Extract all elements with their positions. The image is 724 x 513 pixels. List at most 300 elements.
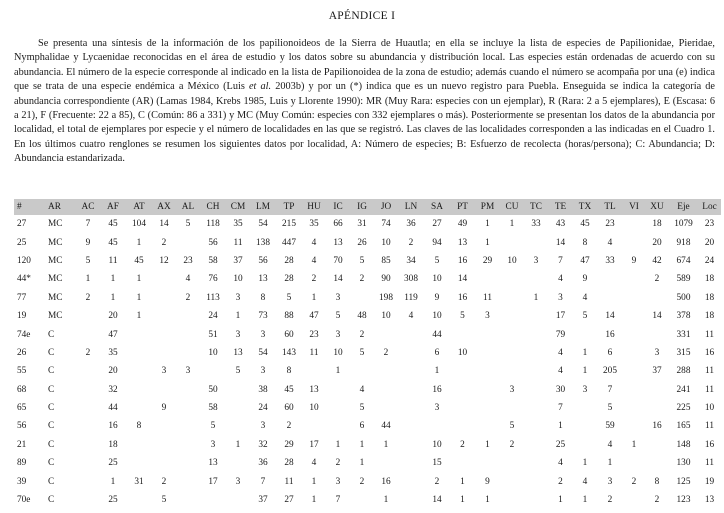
table-cell: 30 [555,384,566,395]
table-cell: 35 [233,219,243,230]
table-cell: 18 [704,274,715,285]
table-cell: 225 [676,403,691,414]
table-cell: 3 [235,476,241,487]
table-cell: 1 [582,366,588,377]
column-header: AF [107,202,119,212]
table-cell: 16 [704,347,715,358]
table-cell: 2 [185,292,191,303]
table-cell [475,417,500,435]
table-cell: 3 [654,347,660,358]
table-cell: 17 [208,476,218,487]
table-cell: 1 [485,439,490,450]
table-cell: 34 [406,255,416,266]
table-cell: 39 [17,476,27,487]
table-cell: 3 [509,384,515,395]
table-cell: 23 [605,219,615,230]
table-cell: 3 [582,384,588,395]
table-cell: 36 [258,458,268,469]
table-cell [76,454,100,472]
table-cell [623,289,645,307]
table-cell: 16 [108,421,118,432]
column-header: JO [380,202,392,212]
table-cell [326,381,350,399]
table-cell: 1 [359,458,365,469]
table-cell [226,381,250,399]
table-cell: 5 [286,292,292,303]
table-cell [623,270,645,288]
table-cell: 1 [582,458,588,469]
table-cell [623,233,645,251]
column-header: CU [505,202,519,212]
table-cell: 89 [17,458,27,469]
table-cell [152,270,176,288]
table-cell [176,233,200,251]
table-cell [152,381,176,399]
table-cell: 1 [311,476,317,487]
table-cell: 5 [161,495,167,506]
table-cell: 5 [607,403,613,414]
table-cell: 4 [582,476,588,487]
table-cell: 3 [335,292,341,303]
table-cell: 331 [676,329,691,340]
table-cell: 2 [85,347,91,358]
table-cell: 1 [558,421,563,432]
table-cell: 2 [607,495,613,506]
table-cell: 3 [260,421,266,432]
table-cell: 79 [555,329,566,340]
table-cell [152,417,176,435]
table-cell: C [48,439,55,450]
table-cell: 1 [311,292,317,303]
table-cell: 4 [311,458,317,469]
table-cell: 2 [654,274,660,285]
table-cell [176,344,200,362]
table-cell: 24 [258,403,268,414]
table-cell: 1 [311,495,317,506]
table-cell [623,362,645,380]
table-cell [226,454,250,472]
table-cell: 6 [434,347,440,358]
column-header: # [17,202,22,212]
table-cell: 4 [558,274,563,285]
table-cell: 4 [558,458,563,469]
table-cell: 35 [309,219,319,230]
table-cell: 2 [359,274,365,285]
table-cell [450,399,475,417]
table-cell [645,325,669,343]
table-cell [176,436,200,454]
column-header: XU [650,202,664,212]
table-cell [398,344,424,362]
table-cell: 1 [485,219,490,230]
column-header: TC [530,202,542,212]
table-cell: 5 [335,311,341,322]
table-cell: 23 [704,219,715,230]
table-cell: 1 [136,292,142,303]
table-cell: 16 [457,292,468,303]
table-cell [524,436,548,454]
table-cell: 28 [284,458,294,469]
table-cell: C [48,495,55,506]
table-cell [475,381,500,399]
table-cell [176,325,200,343]
table-cell: 123 [676,495,691,506]
table-cell: 33 [605,255,615,266]
table-cell: 10 [381,311,391,322]
table-cell [226,417,250,435]
table-cell: 50 [208,384,218,395]
table-cell: 241 [676,384,691,395]
table-cell [302,362,326,380]
table-cell: 16 [652,421,662,432]
table-cell: 14 [555,237,566,248]
table-cell: 85 [381,255,391,266]
abundance-table [14,199,721,509]
table-cell: 1 [335,366,341,377]
table-cell: 56 [208,237,218,248]
table-cell: 10 [432,439,442,450]
column-header: Eje [677,202,690,212]
table-cell [524,344,548,362]
column-header: LM [256,202,270,212]
table-row [14,454,721,472]
table-cell: 66 [333,219,343,230]
table-cell [524,233,548,251]
table-cell: 4 [607,237,613,248]
table-cell: 14 [333,274,343,285]
table-cell [500,307,524,325]
table-cell: 58 [208,255,218,266]
table-cell [76,307,100,325]
intro-text-part1: Se presenta una síntesis de la información de los papilionoideos de la Sierra de Huautla; en ella se incluye la lista de especies de Papilionidae, Pieridae, Nymphalidae y Lycaenidae reconocidas en el área de estudio y los datos sobre su abundancia y distribución local. Las especies están ordenadas de acuerdo con su abundancia. El número de la especie corresponde al indicado en la lista de Papilionoidea de la zona de estudio; además cuando el número se acompaña por una (e) indica que se trata de una especie endémica a México (Luis [14,38,715,93]
table-cell [398,417,424,435]
column-header: VI [629,202,639,212]
table-cell [374,399,398,417]
table-cell: 10 [704,403,715,414]
table-cell: 14 [432,495,442,506]
table-cell [126,454,152,472]
table-cell: 20 [108,366,118,377]
table-cell: 7 [335,495,341,506]
table-cell: 56 [258,255,268,266]
table-cell: 3 [235,292,241,303]
table-cell: 500 [676,292,691,303]
table-row [14,215,721,233]
table-cell: 138 [256,237,270,248]
column-header: CM [230,202,246,212]
table-cell: 94 [432,237,442,248]
table-cell [152,344,176,362]
table-cell: 42 [652,255,662,266]
table-cell: 3 [533,255,539,266]
table-body [14,215,721,509]
table-cell: 51 [208,329,218,340]
table-cell: 47 [580,255,590,266]
table-cell: 16 [605,329,615,340]
table-cell: 11 [705,329,714,340]
table-cell: 1 [485,495,490,506]
table-cell [326,417,350,435]
table-cell: 4 [607,439,613,450]
column-header: TL [604,202,616,212]
table-cell: 26 [17,347,27,358]
column-header: TE [554,202,567,212]
table-cell: 60 [284,403,294,414]
table-cell: 1 [631,439,637,450]
table-cell: 2 [359,329,365,340]
table-row [14,381,721,399]
table-cell: 10 [208,347,218,358]
table-cell: 4 [582,292,588,303]
table-cell: 55 [17,366,27,377]
table-cell: 33 [531,219,541,230]
intro-paragraph [14,37,715,167]
table-cell: 3 [210,439,216,450]
table-cell [500,399,524,417]
table-cell: 1 [582,347,588,358]
table-cell: 11 [705,458,714,469]
table-cell [398,491,424,509]
table-cell: 20 [108,311,118,322]
table-cell [450,381,475,399]
table-cell [475,325,500,343]
table-cell: 59 [605,421,615,432]
table-cell: 44* [17,274,31,285]
table-cell: 44 [432,329,442,340]
table-cell [126,362,152,380]
table-cell: 3 [607,476,613,487]
table-cell [623,307,645,325]
table-cell: 20 [652,237,662,248]
table-cell: 148 [676,439,691,450]
table-cell: 2 [286,421,292,432]
column-header: HU [307,202,321,212]
table-cell: 3 [260,366,266,377]
table-cell: 3 [185,366,191,377]
table-cell: 16 [432,384,442,395]
table-cell: 45 [108,219,118,230]
table-cell: 18 [704,311,715,322]
table-cell [573,436,597,454]
table-cell [176,417,200,435]
column-header: TX [578,202,592,212]
table-cell: 37 [652,366,662,377]
table-cell: 1 [110,476,116,487]
table-cell: 14 [457,274,468,285]
table-cell: 49 [457,219,468,230]
table-cell: 11 [705,366,714,377]
table-cell [200,491,226,509]
table-cell: 3 [235,329,241,340]
table-cell: 11 [309,347,319,358]
table-cell [500,233,524,251]
table-cell: 1 [136,274,142,285]
table-row [14,307,721,325]
table-cell: 5 [582,311,588,322]
table-cell: 70e [17,495,31,506]
table-cell: 1 [110,292,116,303]
table-cell [76,472,100,490]
table-cell: 58 [208,403,218,414]
table-cell: 23 [309,329,319,340]
table-cell: 1 [533,292,539,303]
table-cell: 10 [507,255,517,266]
table-cell: 54 [258,347,268,358]
table-cell [645,436,669,454]
table-cell [126,491,152,509]
table-cell [398,472,424,490]
table-cell: 74e [17,329,31,340]
table-cell: 48 [357,311,367,322]
table-cell: C [48,384,55,395]
table-cell [126,381,152,399]
table-cell: 1 [335,439,341,450]
table-cell [152,325,176,343]
table-cell: 10 [333,347,343,358]
table-cell: 5 [85,255,91,266]
table-cell: 215 [282,219,296,230]
table-cell: 3 [434,403,440,414]
table-cell: 18 [652,219,662,230]
table-cell: 47 [309,311,319,322]
table-cell: 10 [432,311,442,322]
table-cell: 3 [260,329,266,340]
table-cell [126,436,152,454]
table-cell [524,325,548,343]
table-cell [524,472,548,490]
table-cell: 2 [509,439,515,450]
table-cell: 24 [704,255,715,266]
table-cell [350,491,374,509]
table-cell [645,399,669,417]
table-cell: 9 [582,274,588,285]
table-cell: 118 [206,219,220,230]
table-cell: 68 [17,384,27,395]
column-header: AL [181,202,195,212]
table-cell: 5 [359,347,365,358]
table-cell: 4 [359,384,365,395]
table-cell: 18 [704,292,715,303]
table-cell [200,362,226,380]
column-header: AR [48,202,61,212]
table-cell: 11 [233,237,243,248]
table-cell: C [48,366,55,377]
table-cell: 1 [136,237,142,248]
table-cell: 56 [17,421,27,432]
table-cell: 5 [509,421,515,432]
table-cell: 26 [357,237,367,248]
table-cell: 90 [381,274,391,285]
table-cell [500,289,524,307]
table-cell [623,454,645,472]
table-cell: 14 [652,311,662,322]
table-cell: 2 [161,237,167,248]
table-cell: 25 [108,495,118,506]
table-cell: C [48,329,55,340]
table-cell [226,491,250,509]
table-cell: 2 [654,495,660,506]
table-cell [152,307,176,325]
table-cell: 88 [284,311,294,322]
table-cell: 74 [381,219,391,230]
table-cell: 13 [208,458,218,469]
table-cell [398,399,424,417]
table-cell: 9 [85,237,91,248]
table-cell: 24 [208,311,218,322]
table-cell: 1 [460,495,465,506]
table-row [14,417,721,435]
table-cell: 113 [206,292,220,303]
table-cell [524,491,548,509]
table-cell: 32 [108,384,118,395]
table-cell: 13 [233,347,243,358]
table-cell: 1 [85,274,91,285]
table-cell: 1 [558,495,563,506]
table-cell: 2 [558,476,563,487]
table-cell: 9 [485,476,490,487]
table-cell: 70 [333,255,343,266]
table-cell: 918 [676,237,691,248]
table-cell: 5 [359,403,365,414]
table-cell [500,472,524,490]
table-cell [374,454,398,472]
table-cell: 4 [558,366,563,377]
table-cell: 3 [558,292,563,303]
table-cell [176,454,200,472]
table-cell: 47 [108,329,118,340]
table-cell [126,399,152,417]
table-cell [398,436,424,454]
table-cell: MC [48,237,63,248]
table-cell [500,325,524,343]
table-cell [176,491,200,509]
table-cell [76,436,100,454]
column-header: IC [333,202,343,212]
table-cell: 16 [381,476,391,487]
table-cell [524,270,548,288]
table-cell: 5 [185,219,191,230]
table-cell: 60 [284,329,294,340]
table-cell [475,270,500,288]
table-row [14,399,721,417]
table-cell [623,215,645,233]
table-cell: 589 [676,274,691,285]
table-cell: 14 [159,219,169,230]
table-cell: 125 [676,476,691,487]
table-row [14,472,721,490]
table-cell [573,325,597,343]
table-cell: 378 [676,311,691,322]
table-cell: 20 [704,237,715,248]
table-cell [302,417,326,435]
table-cell: 17 [309,439,319,450]
table-cell: 1 [460,476,465,487]
table-cell: 13 [333,237,343,248]
table-cell: 54 [258,219,268,230]
table-cell: 23 [183,255,193,266]
table-cell: 8 [654,476,660,487]
table-cell [76,399,100,417]
table-cell [524,362,548,380]
table-cell: 119 [404,292,418,303]
table-row [14,362,721,380]
table-cell [76,417,100,435]
table-cell [398,454,424,472]
table-cell: 7 [260,476,266,487]
table-cell: 205 [603,366,617,377]
table-cell: 1 [485,237,490,248]
table-row [14,325,721,343]
